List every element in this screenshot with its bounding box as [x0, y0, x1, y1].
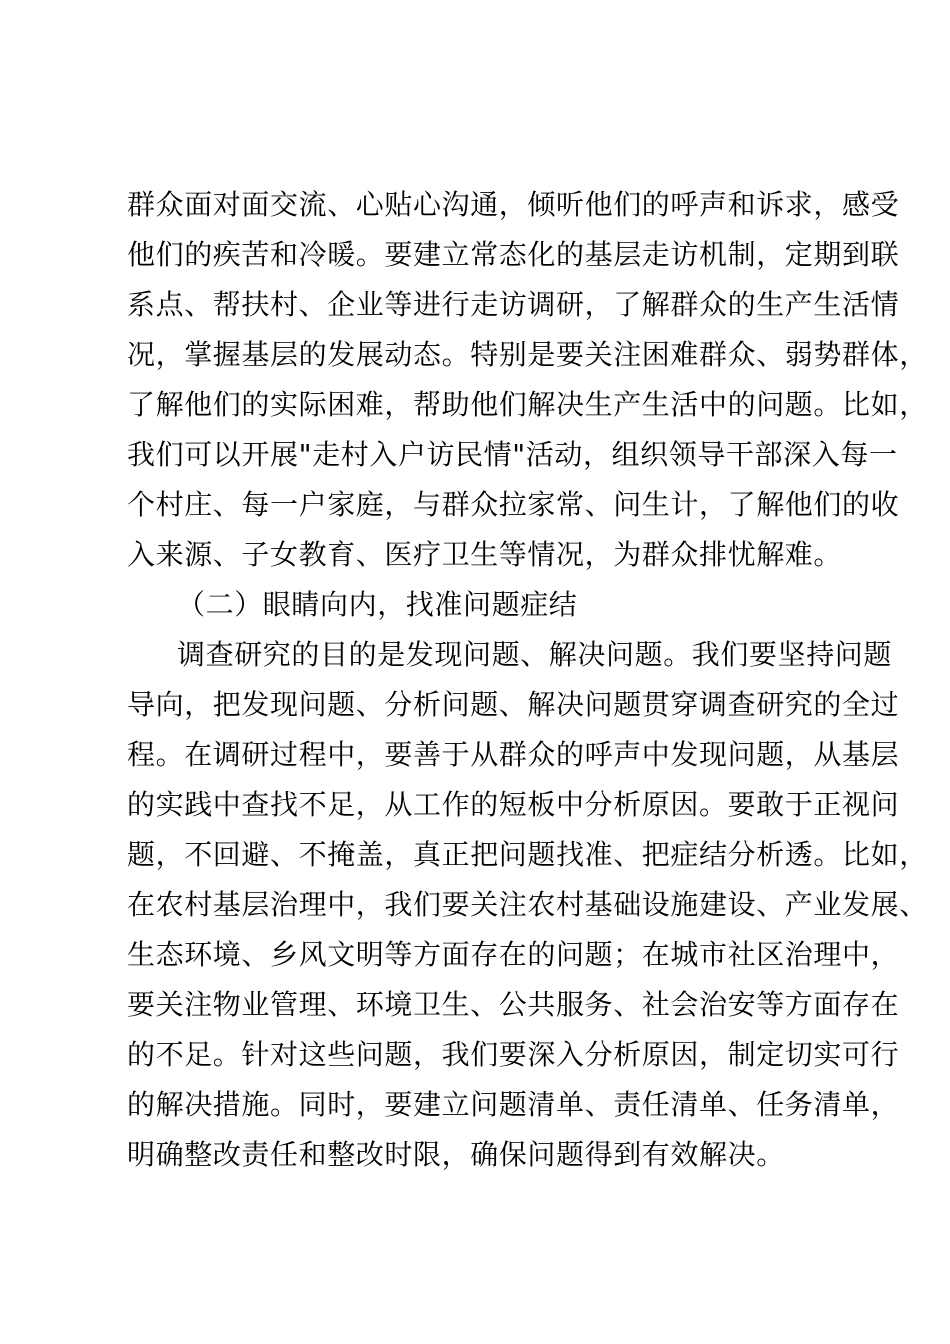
text-line: 的解决措施。同时，要建立问题清单、责任清单、任务清单，: [127, 1088, 900, 1121]
paragraph-first-line: 调查研究的目的是发现问题、解决问题。我们要坚持问题: [177, 638, 893, 671]
text-line: 题，不回避、不掩盖，真正把问题找准、把症结分析透。比如，: [127, 838, 928, 871]
text-line: 明确整改责任和整改时限，确保问题得到有效解决。: [127, 1138, 785, 1171]
text-line: 的实践中查找不足，从工作的短板中分析原因。要敢于正视问: [127, 788, 900, 821]
text-line: 群众面对面交流、心贴心沟通，倾听他们的呼声和诉求，感受: [127, 188, 900, 221]
text-line: 我们可以开展"走村入户访民情"活动，组织领导干部深入每一: [127, 438, 898, 471]
section-heading: （二）眼睛向内，找准问题症结: [177, 588, 578, 621]
text-line: 系点、帮扶村、企业等进行走访调研，了解群众的生产生活情: [127, 288, 900, 321]
text-line: 入来源、子女教育、医疗卫生等情况，为群众排忧解难。: [127, 538, 843, 571]
text-line: 生态环境、乡风文明等方面存在的问题；在城市社区治理中，: [127, 938, 900, 971]
text-line: 他们的疾苦和冷暖。要建立常态化的基层走访机制，定期到联: [127, 238, 900, 271]
text-line: 在农村基层治理中，我们要关注农村基础设施建设、产业发展、: [127, 888, 928, 921]
text-line: 要关注物业管理、环境卫生、公共服务、社会治安等方面存在: [127, 988, 900, 1021]
text-line: 导向，把发现问题、分析问题、解决问题贯穿调查研究的全过: [127, 688, 900, 721]
text-line: 个村庄、每一户家庭，与群众拉家常、问生计，了解他们的收: [127, 488, 900, 521]
text-line: 的不足。针对这些问题，我们要深入分析原因，制定切实可行: [127, 1038, 900, 1071]
text-line: 程。在调研过程中，要善于从群众的呼声中发现问题，从基层: [127, 738, 900, 771]
text-line: 了解他们的实际困难，帮助他们解决生产生活中的问题。比如，: [127, 388, 928, 421]
text-line: 况，掌握基层的发展动态。特别是要关注困难群众、弱势群体，: [127, 338, 928, 371]
